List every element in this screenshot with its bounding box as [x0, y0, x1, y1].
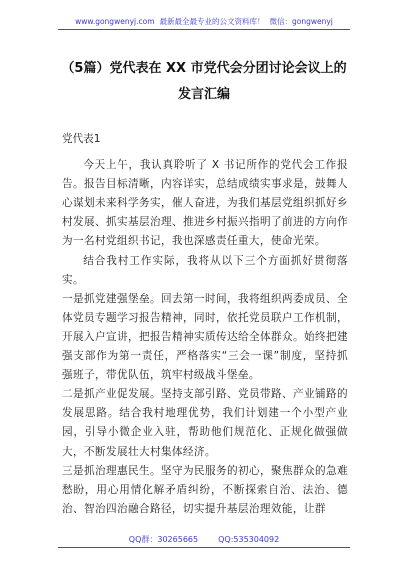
paragraph: 一是抓党建强堡垒。回去第一时间，我将组织两委成员、全体党员专题学习报告精神，同时，依托党员联户工作机制，开展入户宣讲，把报告精神实质传达给全体群众。始终把建强支部作为第一责任，严格落实“三会一课”制度，坚持抓强班子，带优队伍，筑牢村级战斗堡垒。 — [62, 292, 348, 382]
header-url-link[interactable]: www.gongwenyj.com — [75, 17, 155, 26]
paragraph: 今天上午，我认真聆听了 X 书记所作的党代会工作报告。报告目标清晰，内容详实，总结成绩实事求是，鼓舞人心谋划未来科学务实，催人奋进，为我们基层党组织抓好乡村发展、抓实基层治理、推进乡村振兴指明了前进的方向作为一名村党组织书记，我也深感责任重大，使命光荣。 — [62, 159, 348, 248]
paragraph: 结合我村工作实际，我将从以下三个方面抓好贯彻落实。 — [62, 254, 348, 286]
page-footer — [0, 534, 408, 545]
footer-qq-group: QQ群：30265665 — [128, 535, 199, 544]
page-header — [0, 16, 408, 27]
header-divider — [58, 29, 350, 30]
document-body — [62, 130, 348, 519]
document-title: （5篇）党代表在 XX 市党代会分团讨论会议上的发言汇编 — [61, 61, 347, 102]
speaker-label: 党代表1 — [62, 133, 101, 145]
paragraph: 三是抓治理惠民生。坚守为民服务的初心，聚焦群众的急难愁盼，用心用情化解矛盾纠纷，不断探索自治、法治、德治、智治四治融合路径，切实提升基层治理效能，让群 — [62, 464, 348, 515]
header-slogan: 最新最全最专业的公文资料库！ — [159, 17, 265, 26]
footer-qq: QQ:535304092 — [218, 535, 280, 544]
footer-divider — [58, 547, 350, 548]
header-wechat: 微信：gongwenyj — [269, 17, 333, 26]
paragraph: 二是抓产业促发展。坚持支部引路、党员带路、产业铺路的发展思路。结合我村地理优势，我们计划建一个小型产业园，引导小微企业入驻，帮助他们规范化、正规化做强做大，不断发展壮大村集体经济。 — [62, 388, 348, 458]
